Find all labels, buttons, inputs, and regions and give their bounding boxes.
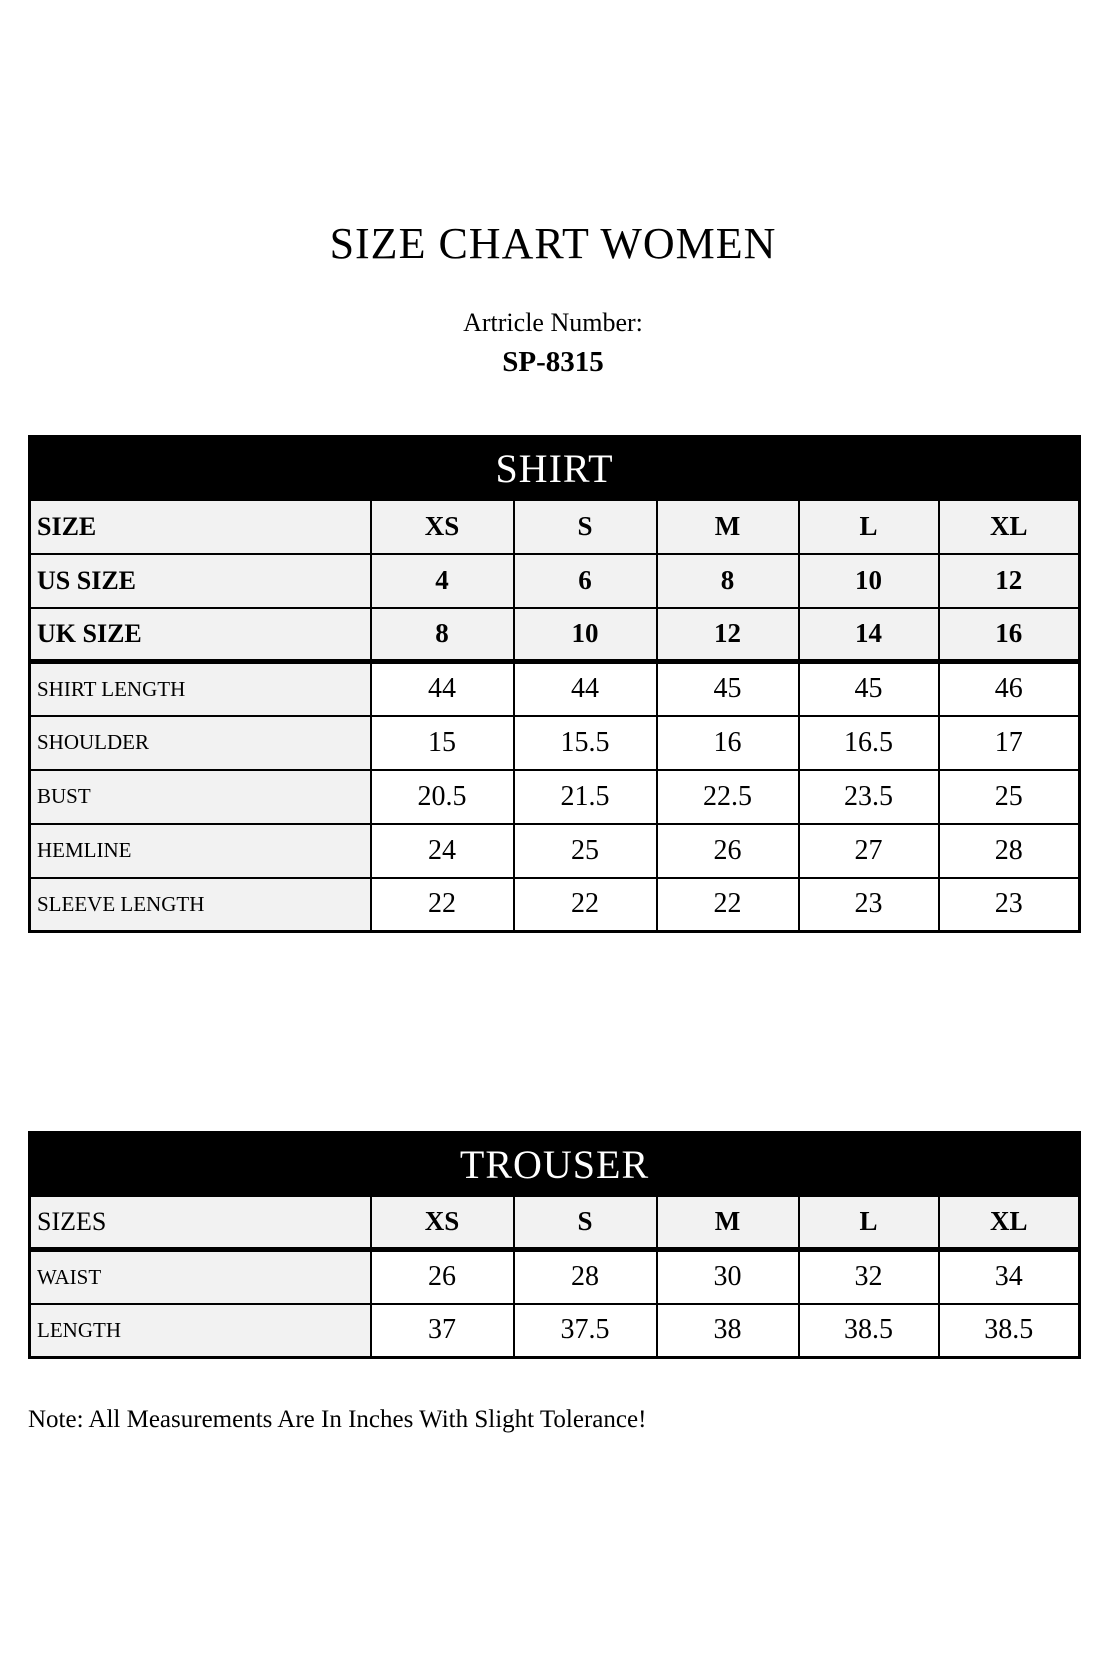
row-label: SHIRT LENGTH [30,662,371,716]
row-label: WAIST [30,1250,371,1304]
table-row-uk-size [30,608,1080,662]
shirt-size-table [28,435,1081,933]
table-cell: 38.5 [939,1304,1080,1358]
table-row-bust [30,770,1080,824]
table-cell: 12 [657,608,799,662]
table-cell: M [657,1196,799,1250]
table-cell: 28 [939,824,1080,878]
table-cell: 10 [799,554,939,608]
table-cell: L [799,1196,939,1250]
table-cell: 46 [939,662,1080,716]
table-cell: 6 [514,554,657,608]
table-cell: 15 [371,716,514,770]
table-cell: 17 [939,716,1080,770]
table-cell: 22 [514,878,657,932]
shirt-table-title: SHIRT [30,437,1080,500]
table-cell: 23 [799,878,939,932]
table-cell: 38.5 [799,1304,939,1358]
table-row-sleeve-length [30,878,1080,932]
table-cell: 44 [371,662,514,716]
table-cell: XL [939,1196,1080,1250]
table-cell: 14 [799,608,939,662]
table-cell: 22.5 [657,770,799,824]
table-cell: 16 [657,716,799,770]
table-row-size [30,500,1080,554]
row-label: LENGTH [30,1304,371,1358]
table-cell: 25 [939,770,1080,824]
table-cell: L [799,500,939,554]
table-cell: 4 [371,554,514,608]
table-cell: 8 [657,554,799,608]
table-cell: 15.5 [514,716,657,770]
header-block [28,0,1078,379]
page-title: SIZE CHART WOMEN [329,219,777,268]
table-cell: 8 [371,608,514,662]
table-cell: 21.5 [514,770,657,824]
table-cell: 10 [514,608,657,662]
row-label: SLEEVE LENGTH [30,878,371,932]
row-label: HEMLINE [30,824,371,878]
table-cell: 37.5 [514,1304,657,1358]
table-row-shirt-length [30,662,1080,716]
table-cell: 16 [939,608,1080,662]
table-cell: 20.5 [371,770,514,824]
table-cell: 12 [939,554,1080,608]
table-cell: XL [939,500,1080,554]
article-number-label: Artricle Number: [463,308,643,337]
row-label: SIZES [30,1196,371,1250]
table-cell: 27 [799,824,939,878]
row-label: SIZE [30,500,371,554]
table-cell: 28 [514,1250,657,1304]
table-cell: S [514,1196,657,1250]
table-cell: 26 [657,824,799,878]
shirt-table-band [30,437,1080,500]
table-cell: 34 [939,1250,1080,1304]
table-cell: M [657,500,799,554]
table-cell: 44 [514,662,657,716]
row-label: BUST [30,770,371,824]
row-label: UK SIZE [30,608,371,662]
row-label: US SIZE [30,554,371,608]
trouser-size-table [28,1131,1081,1359]
table-cell: 30 [657,1250,799,1304]
table-row-length [30,1304,1080,1358]
article-number-value: SP-8315 [502,345,604,378]
table-cell: 24 [371,824,514,878]
table-cell: 26 [371,1250,514,1304]
table-cell: 23.5 [799,770,939,824]
table-cell: XS [371,500,514,554]
table-cell: 45 [657,662,799,716]
table-cell: 37 [371,1304,514,1358]
table-cell: 23 [939,878,1080,932]
table-cell: 16.5 [799,716,939,770]
table-cell: 32 [799,1250,939,1304]
trouser-table-band [30,1133,1080,1196]
table-cell: 22 [371,878,514,932]
measurement-note: Note: All Measurements Are In Inches With Slight Tolerance! [28,1406,647,1434]
table-row-hemline [30,824,1080,878]
table-row-shoulder [30,716,1080,770]
table-cell: 25 [514,824,657,878]
table-row-us-size [30,554,1080,608]
table-cell: 22 [657,878,799,932]
table-cell: XS [371,1196,514,1250]
table-row-waist [30,1250,1080,1304]
table-cell: S [514,500,657,554]
table-cell: 45 [799,662,939,716]
table-row-sizes [30,1196,1080,1250]
table-cell: 38 [657,1304,799,1358]
row-label: SHOULDER [30,716,371,770]
trouser-table-title: TROUSER [30,1133,1080,1196]
